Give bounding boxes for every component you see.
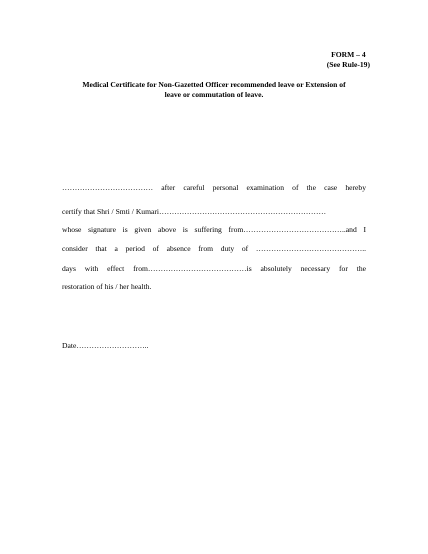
title-line-2: leave or commutation of leave. bbox=[164, 90, 264, 99]
body-line-3: whose signature is given above is suffering from…………………………………..and I bbox=[62, 225, 366, 234]
body-line-1: ……………………………… after careful personal examination of the case hereby bbox=[62, 183, 366, 192]
body-line-4: consider that a period of absence from duty of …………………………………….. bbox=[62, 244, 366, 253]
body-line-5: days with effect from…………………………………is absolutely necessary for the bbox=[62, 264, 366, 273]
form-rule: (See Rule-19) bbox=[326, 60, 370, 69]
body-line-2: certify that Shri / Smti / Kumari………………………………………………………… bbox=[62, 207, 327, 216]
body-line-6: restoration of his / her health. bbox=[62, 282, 152, 291]
form-number: FORM – 4 bbox=[331, 50, 366, 59]
date-line: Date……………………….. bbox=[62, 341, 149, 350]
title-line-1: Medical Certificate for Non-Gazetted Officer recommended leave or Extension of bbox=[82, 80, 346, 89]
form-header bbox=[327, 50, 370, 70]
certificate-title bbox=[62, 80, 366, 100]
